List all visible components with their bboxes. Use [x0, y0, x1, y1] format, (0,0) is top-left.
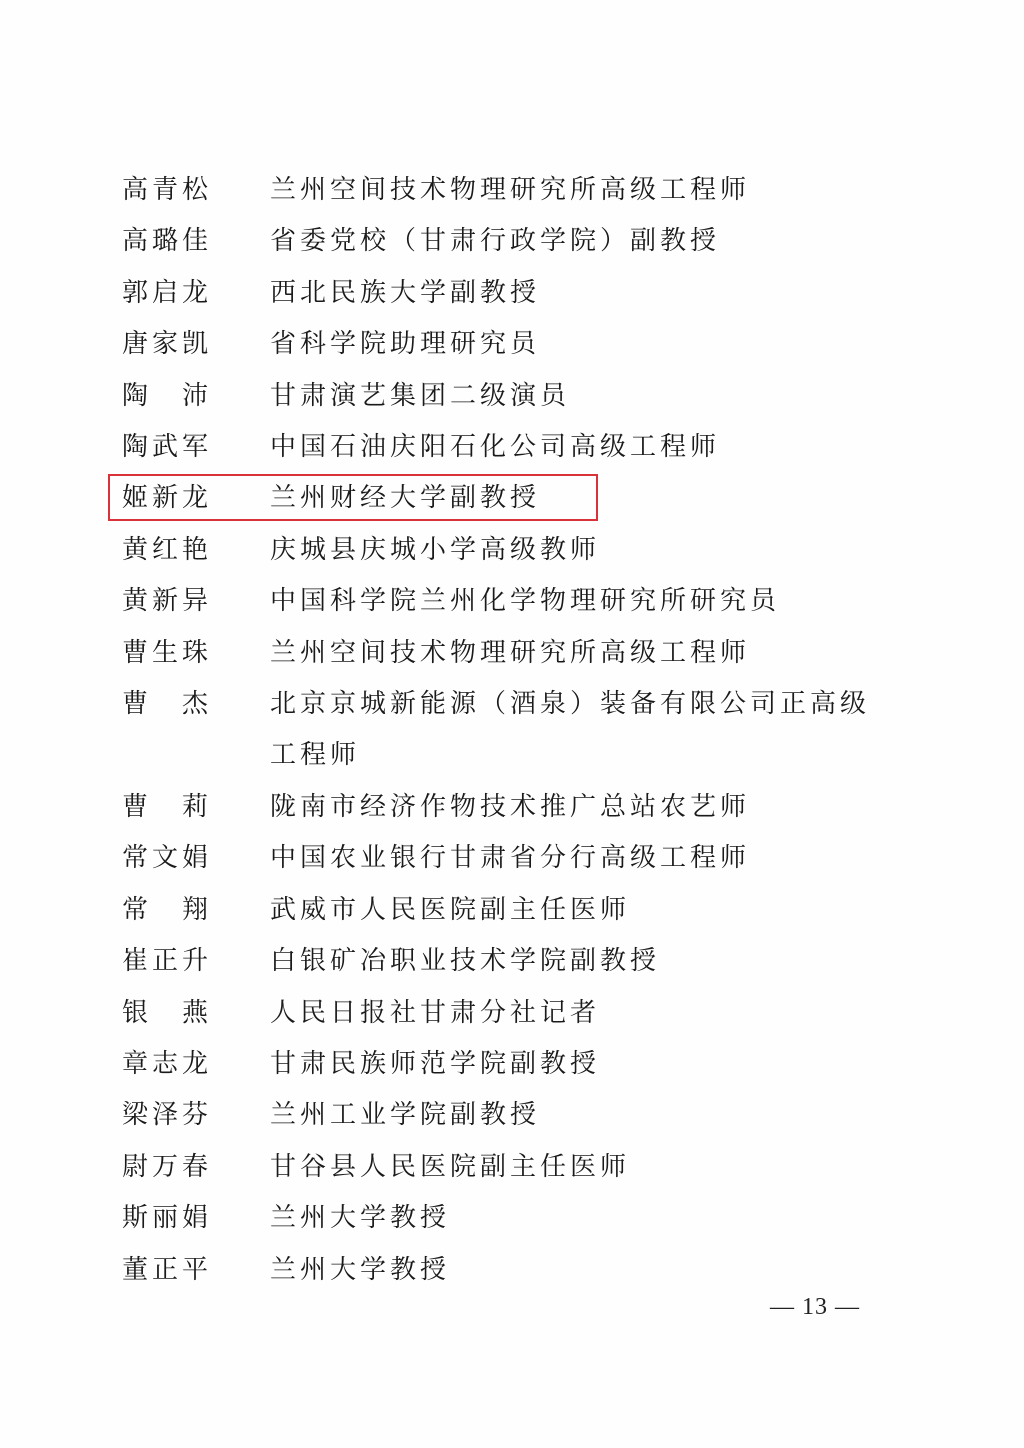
list-item: [122, 216, 922, 267]
person-name: 陶 沛: [122, 380, 213, 411]
person-name: 黄新异: [122, 586, 213, 617]
list-item: [122, 319, 922, 370]
list-item: [122, 833, 922, 884]
person-name: 姬新龙: [122, 483, 213, 514]
person-title: 武威市人民医院副主任医师: [270, 894, 631, 925]
person-name: 黄红艳: [122, 534, 213, 565]
person-name: 高青松: [122, 175, 213, 205]
person-name: 斯丽娟: [122, 1203, 213, 1234]
person-name: 董正平: [122, 1254, 213, 1285]
person-title: 省科学院助理研究员: [270, 329, 541, 360]
person-title: 西北民族大学副教授: [270, 277, 541, 308]
list-item: [122, 371, 922, 422]
list-item: [122, 525, 922, 576]
person-name: 曹生珠: [122, 637, 213, 668]
list-item: [122, 1142, 922, 1193]
list-item: [122, 936, 922, 987]
person-name: 常文娟: [122, 843, 213, 874]
person-title: 人民日报社甘肃分社记者: [270, 997, 601, 1028]
person-title: 兰州大学教授: [270, 1203, 451, 1234]
list-item: [122, 1245, 922, 1296]
person-title: 中国科学院兰州化学物理研究所研究员: [270, 586, 781, 617]
person-title: 兰州财经大学副教授: [270, 483, 541, 514]
list-item: [122, 628, 922, 679]
person-title: 中国石油庆阳石化公司高级工程师: [270, 432, 721, 463]
person-name: 曹 莉: [122, 791, 213, 822]
list-item: [122, 885, 922, 936]
person-title: 兰州工业学院副教授: [270, 1100, 541, 1131]
person-title: 庆城县庆城小学高级教师: [270, 534, 601, 565]
list-item: [122, 576, 922, 627]
list-item: [122, 422, 922, 473]
person-name: 崔正升: [122, 946, 213, 977]
person-title: 中国农业银行甘肃省分行高级工程师: [270, 843, 751, 874]
list-item: [122, 165, 922, 216]
person-name: 曹 杰: [122, 689, 213, 720]
person-title: 甘肃民族师范学院副教授: [270, 1048, 601, 1079]
list-item: [122, 1193, 922, 1244]
person-title: 兰州空间技术物理研究所高级工程师: [270, 175, 751, 205]
person-name: 尉万春: [122, 1151, 213, 1182]
person-title: 甘谷县人民医院副主任医师: [270, 1151, 631, 1182]
person-name: 陶武军: [122, 432, 213, 463]
list-item: [122, 1039, 922, 1090]
page-number: — 13 —: [770, 1294, 860, 1320]
list-item: [122, 679, 922, 782]
list-item: [122, 268, 922, 319]
list-item: [122, 782, 922, 833]
person-title: 甘肃演艺集团二级演员: [270, 380, 571, 411]
person-name: 唐家凯: [122, 329, 213, 360]
person-name: 高璐佳: [122, 226, 213, 257]
person-name: 常 翔: [122, 894, 213, 925]
list-item: [122, 988, 922, 1039]
name-list: [122, 165, 922, 1296]
list-item-highlighted: [122, 473, 922, 524]
person-title: 省委党校（甘肃行政学院）副教授: [270, 226, 721, 257]
person-title: 兰州空间技术物理研究所高级工程师: [270, 637, 751, 668]
list-item: [122, 1090, 922, 1141]
person-name: 银 燕: [122, 997, 213, 1028]
person-title: 兰州大学教授: [270, 1254, 451, 1285]
person-name: 梁泽芬: [122, 1100, 213, 1131]
person-title: 白银矿冶职业技术学院副教授: [270, 946, 661, 977]
person-title: 北京京城新能源（酒泉）装备有限公司正高级工程师: [270, 689, 871, 771]
person-name: 郭启龙: [122, 277, 213, 308]
person-title: 陇南市经济作物技术推广总站农艺师: [270, 791, 751, 822]
person-name: 章志龙: [122, 1048, 213, 1079]
